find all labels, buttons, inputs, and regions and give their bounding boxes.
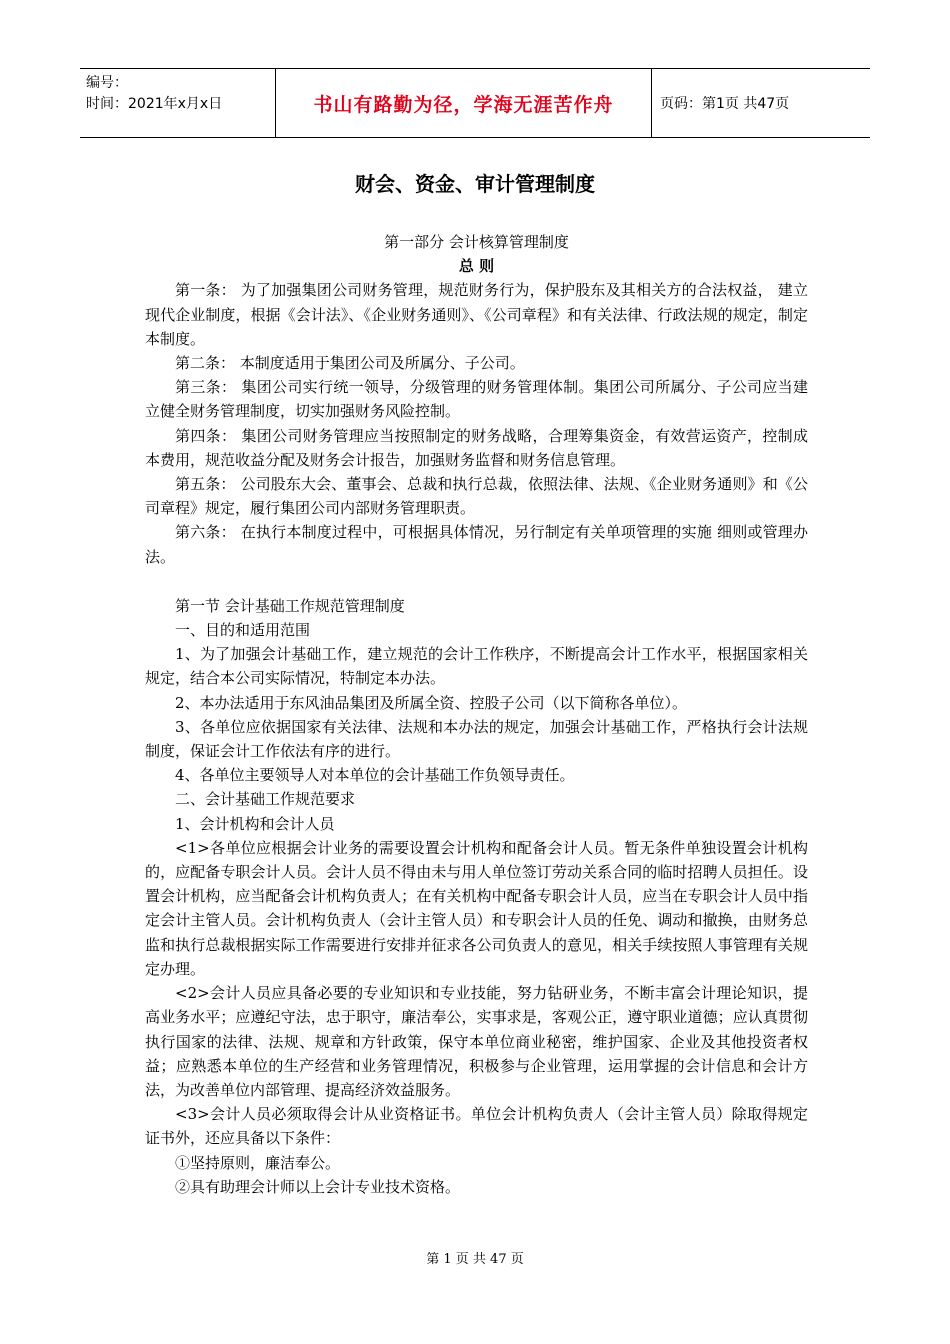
subheading-organization: 1、会计机构和会计人员 — [175, 814, 335, 833]
article-4: 第四条： 集团公司财务管理应当按照制定的财务战略，合理筹集资金，有效营运资产，控制成本费用，规范收益分配及财务会计报告，加强财务监督和财务信息管理。 — [145, 426, 808, 469]
article-2: 第二条： 本制度适用于集团公司及所属分、子公司。 — [175, 354, 525, 373]
paragraph: <3>会计人员必须取得会计从业资格证书。单位会计机构负责人（会计主管人员）除取得规定证书外，还应具备以下条件： — [145, 1105, 808, 1148]
part-heading: 第一部分 会计核算管理制度 — [384, 233, 569, 251]
paragraph: 2、本办法适用于东风油品集团及所属全资、控股子公司（以下简称各单位）。 — [175, 693, 688, 712]
document-title: 财会、资金、审计管理制度 — [355, 172, 595, 196]
article-5: 第五条： 公司股东大会、董事会、总裁和执行总裁，依照法律、法规、《企业财务通则》和《公司章程》规定，履行集团公司内部财务管理职责。 — [145, 475, 808, 518]
spacer — [145, 569, 808, 594]
date-label: 时间：2021年x月x日 — [86, 96, 223, 112]
page-footer: 第 1 页 共 47 页 — [426, 1252, 524, 1267]
paragraph: 1、为了加强会计基础工作，建立规范的会计工作秩序，不断提高会计工作水平，根据国家相关规定，结合本公司实际情况，特制定本办法。 — [145, 645, 808, 688]
document-body — [145, 230, 808, 1199]
section-heading: 第一节 会计基础工作规范管理制度 — [175, 596, 405, 615]
general-heading: 总 则 — [458, 257, 495, 276]
code-label: 编号： — [86, 75, 128, 91]
article-1: 第一条： 为了加强集团公司财务管理，规范财务行为，保护股东及其相关方的合法权益， 建立现代企业制度，根据《会计法》、《企业财务通则》、《公司章程》和有关法律、行政法规的规定，制定本制度。 — [145, 281, 808, 348]
header-motto: 书山有路勤为径，学海无涯苦作舟 — [276, 69, 652, 137]
header-page-label: 页码：第1页 共47页 — [660, 96, 790, 112]
subheading-requirements: 二、会计基础工作规范要求 — [175, 790, 356, 809]
list-item: ②具有助理会计师以上会计专业技术资格。 — [175, 1177, 461, 1196]
subheading-purpose: 一、目的和适用范围 — [175, 621, 311, 640]
article-3: 第三条： 集团公司实行统一领导，分级管理的财务管理体制。集团公司所属分、子公司应当建立健全财务管理制度，切实加强财务风险控制。 — [145, 378, 808, 421]
paragraph: <1>各单位应根据会计业务的需要设置会计机构和配备会计人员。暂无条件单独设置会计机构的，应配备专职会计人员。会计人员不得由未与用人单位签订劳动关系合同的临时招聘人员担任。设置会计机构，应当配备会计机构负责人；在有关机构中配备专职会计人员，应当在专职会计人员中指定会计主管人员。会计机构负责人（会计主管人员）和专职会计人员的任免、调动和撤换，由财务总监和执行总裁根据实际工作需要进行安排并征求各公司负责人的意见，相关手续按照人事管理有关规定办理。 — [145, 838, 808, 978]
page-header — [80, 68, 870, 138]
header-meta — [80, 69, 276, 137]
paragraph: 3、各单位应依据国家有关法律、法规和本办法的规定，加强会计基础工作，严格执行会计法规制度，保证会计工作依法有序的进行。 — [145, 717, 808, 761]
list-item: ①坚持原则，廉洁奉公。 — [175, 1153, 341, 1172]
article-6: 第六条： 在执行本制度过程中，可根据具体情况，另行制定有关单项管理的实施 细则或管理办法。 — [145, 523, 808, 566]
paragraph: 4、各单位主要领导人对本单位的会计基础工作负领导责任。 — [175, 766, 575, 785]
paragraph: <2>会计人员应具备必要的专业知识和专业技能，努力钻研业务，不断丰富会计理论知识，提高业务水平；应遵纪守法，忠于职守，廉洁奉公，实事求是，客观公正，遵守职业道德；应认真贯彻执行国家的法律、法规、规章和方针政策，保守本单位商业秘密，维护国家、企业及其他投资者权益；应熟悉本单位的生产经营和业务管理情况，积极参与企业管理，运用掌握的会计信息和会计方法，为改善单位内部管理、提高经济效益服务。 — [145, 984, 808, 1099]
